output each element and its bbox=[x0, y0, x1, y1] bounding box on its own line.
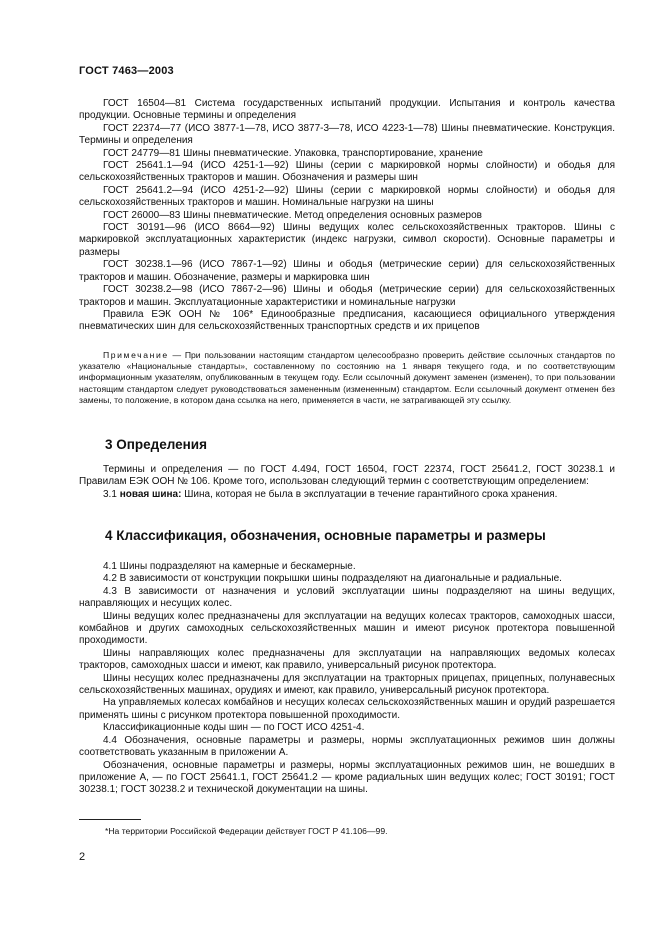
ref-item: ГОСТ 24779—81 Шины пневматические. Упаковка, транспортирование, хранение bbox=[103, 147, 483, 159]
section-4-body bbox=[79, 561, 615, 797]
note-paragraph bbox=[79, 350, 615, 406]
footnote-separator bbox=[79, 819, 141, 820]
ref-item: ГОСТ 25641.1—94 (ИСО 4251-1—92) Шины (серии с маркировкой нормы слойности) и ободья для сельскохозяйственных тракторов и машин. Обозначения и размеры шин bbox=[79, 160, 615, 184]
page-number: 2 bbox=[79, 851, 86, 863]
section-3-heading: 3 Определения bbox=[105, 437, 207, 452]
ref-item: ГОСТ 26000—83 Шины пневматические. Метод определения основных размеров bbox=[103, 209, 482, 221]
section-4-paragraph: Классификационные коды шин — по ГОСТ ИСО 4251-4. bbox=[103, 722, 365, 734]
section-4-paragraph: На управляемых колесах комбайнов и несущих колесах сельскохозяйственных машин и орудий разрешается применять шины с рисунком протектора повышенной проходимости. bbox=[79, 697, 615, 721]
section-3-intro: Термины и определения — по ГОСТ 4.494, ГОСТ 16504, ГОСТ 22374, ГОСТ 25641.2, ГОСТ 30238.1 и Правилам ЕЭК ООН № 106. Кроме того, использован следующий термин с соответствующим определением: bbox=[79, 464, 615, 488]
section-4-paragraph: Шины ведущих колес предназначены для эксплуатации на ведущих колесах тракторов, самоходных шасси, комбайнов и других самоходных сельскохозяйственных машин и имеют рисунок протектора повышенной проходимости. bbox=[79, 610, 615, 647]
ref-item: ГОСТ 16504—81 Система государственных испытаний продукции. Испытания и контроль качества продукции. Основные термины и определения bbox=[79, 98, 615, 122]
ref-item: ГОСТ 30191—96 (ИСО 8664—92) Шины ведущих колес сельскохозяйственных тракторов. Шины с маркировкой эксплуатационных характеристик (индекс нагрузки, символ скорости). Основные параметры и размеры bbox=[79, 222, 615, 258]
note-text: — При пользовании настоящим стандартом целесообразно проверить действие ссылочных стандартов по указателю «Национальные стандарты», составленному по состоянию на 1 января текущего года, и по соответствующим информационным указателям, опубликованным в текущем году. Если ссылочный документ заменен (изменен), то при пользовании настоящим стандартом следует руководствоваться замененным (измененным) стандартом. Если ссылочный документ отменен без замены, то положение, в котором дана ссылка на него, применяется в части, не затрагивающей эту ссылку. bbox=[79, 350, 615, 405]
footnote: *На территории Российской Федерации действует ГОСТ Р 41.106—99. bbox=[105, 826, 388, 836]
normative-references bbox=[79, 98, 615, 334]
term-name: новая шина: bbox=[119, 488, 182, 500]
note-block bbox=[79, 350, 615, 406]
term-number: 3.1 bbox=[103, 488, 120, 500]
document-header: ГОСТ 7463—2003 bbox=[79, 65, 174, 77]
section-4-heading: 4 Классификация, обозначения, основные параметры и размеры bbox=[105, 528, 546, 543]
section-3-body bbox=[79, 464, 615, 501]
section-4-paragraph: 4.1 Шины подразделяют на камерные и бескамерные. bbox=[103, 561, 356, 572]
ref-item: ГОСТ 22374—77 (ИСО 3877-1—78, ИСО 3877-3—78, ИСО 4223-1—78) Шины пневматические. Конструкция. Термины и определения bbox=[79, 122, 615, 147]
term-definition bbox=[79, 489, 615, 501]
section-4-paragraph: 4.4 Обозначения, основные параметры и размеры, нормы эксплуатационных режимов шин должны соответствовать указанным в приложении А. bbox=[79, 734, 615, 759]
section-4-paragraph: 4.3 В зависимости от назначения и условий эксплуатации шины подразделяют на шины ведущих, направляющих и несущих колес. bbox=[79, 585, 615, 610]
ref-item: ГОСТ 30238.2—98 (ИСО 7867-2—96) Шины и ободья (метрические серии) для сельскохозяйственных тракторов и машин. Эксплуатационные характеристики и номинальные нагрузки bbox=[79, 284, 615, 308]
section-4-paragraph: Шины направляющих колес предназначены для эксплуатации на направляющих ведомых колесах тракторов, самоходных шасси и имеют, как правило, универсальный рисунок протектора. bbox=[79, 647, 615, 672]
term-text: Шина, которая не была в эксплуатации в течение гарантийного срока хранения. bbox=[181, 488, 558, 500]
note-label: Примечание bbox=[103, 350, 169, 360]
ref-item: Правила ЕЭК ООН № 106* Единообразные предписания, касающиеся официального утверждения пневматических шин для сельскохозяйственных транспортных средств и их прицепов bbox=[79, 308, 615, 333]
section-4-paragraph: Шины несущих колес предназначены для эксплуатации на тракторных прицепах, прицепных, полунавесных сельскохозяйственных машинах, орудиях и имеют, как правило, универсальный рисунок протектора. bbox=[79, 672, 615, 697]
ref-item: ГОСТ 25641.2—94 (ИСО 4251-2—92) Шины (серии с маркировкой нормы слойности) и ободья для сельскохозяйственных тракторов и машин. Номинальные нагрузки на шины bbox=[79, 184, 615, 209]
ref-item: ГОСТ 30238.1—96 (ИСО 7867-1—92) Шины и ободья (метрические серии) для сельскохозяйственных тракторов и машин. Обозначение, размеры и маркировка шин bbox=[79, 259, 615, 283]
section-4-paragraph: Обозначения, основные параметры и размеры, нормы эксплуатационных режимов шин, не вошедших в приложение А, — по ГОСТ 25641.1, ГОСТ 25641.2 — кроме радиальных шин ведущих колес; ГОСТ 30191; ГОСТ 30238.1; ГОСТ 30238.2 и технической документации на шины. bbox=[79, 759, 615, 796]
section-4-paragraph: 4.2 В зависимости от конструкции покрышки шины подразделяют на диагональные и радиальные. bbox=[103, 573, 562, 585]
